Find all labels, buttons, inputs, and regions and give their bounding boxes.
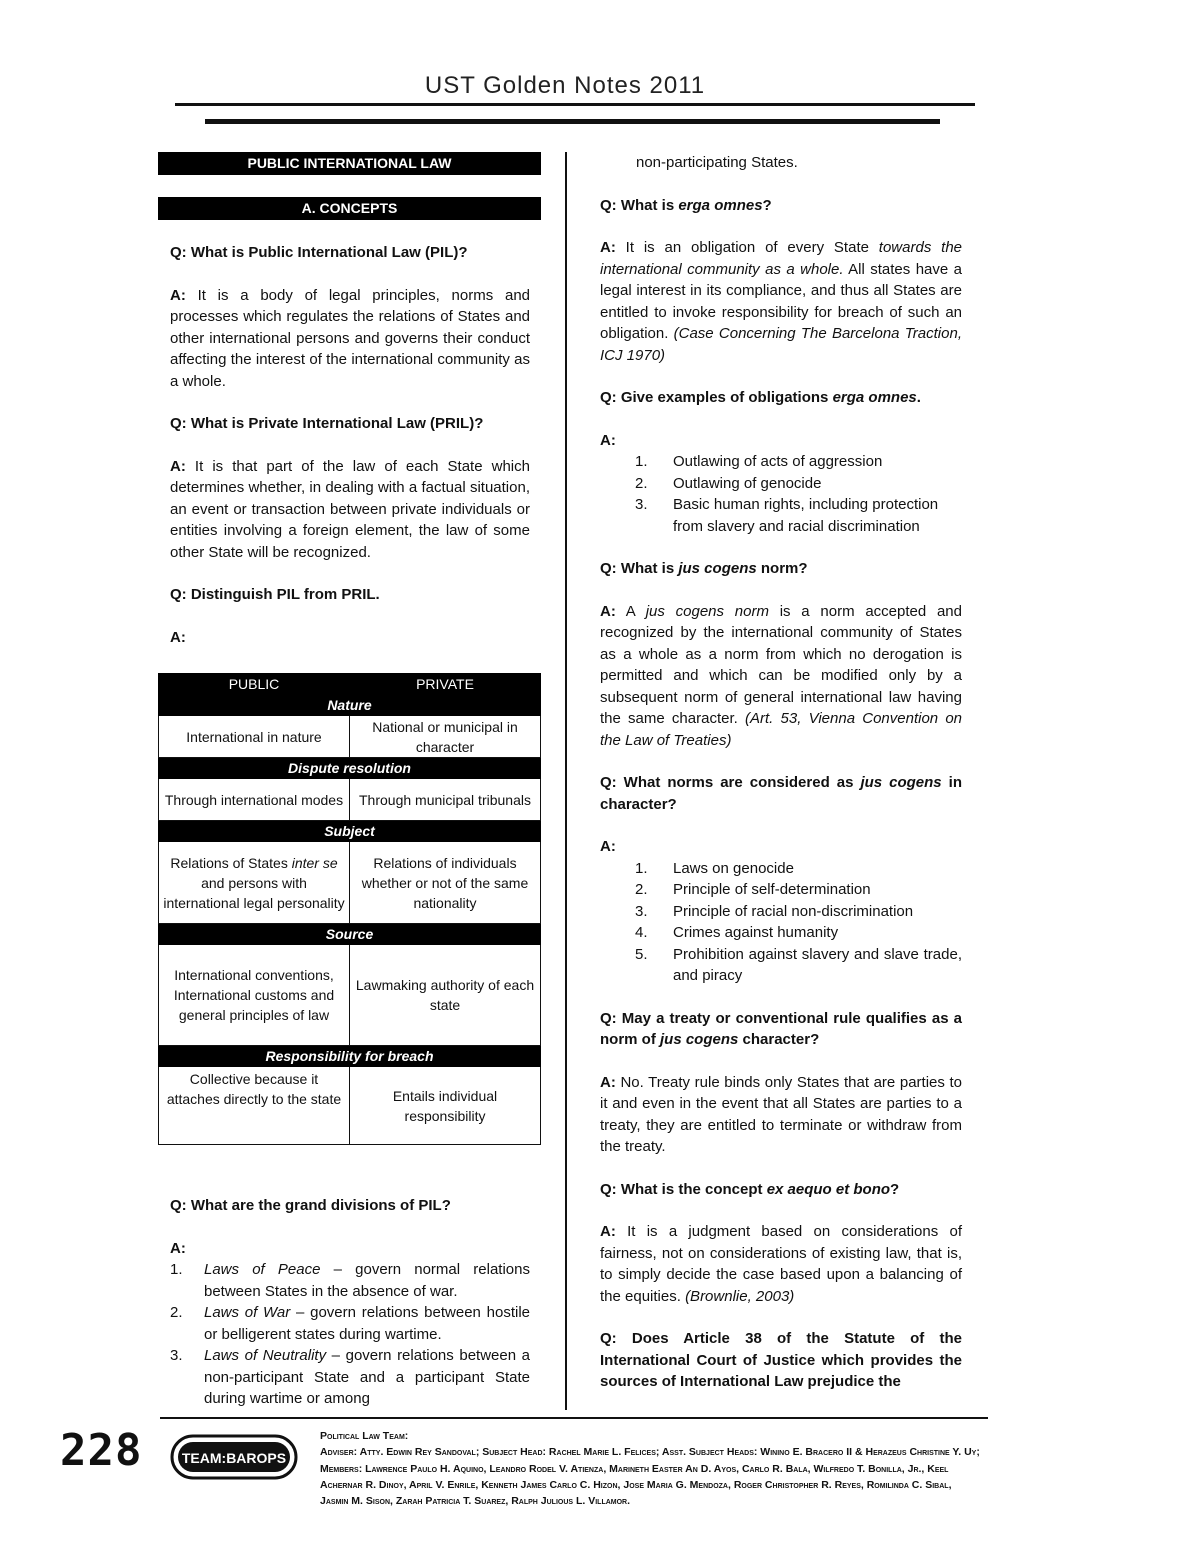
list-item [600, 901, 962, 923]
question-pril: Q: What is Private International Law (PRIL)? [170, 415, 484, 432]
answer-erga-omnes [600, 237, 962, 366]
list-number: 2. [635, 881, 648, 898]
question-term: jus cogens [678, 560, 757, 577]
answer-label: A: [600, 1073, 616, 1091]
examples-list [600, 451, 962, 537]
question-term: erga omnes [832, 389, 917, 406]
list-number: 1. [170, 1261, 183, 1278]
list-number: 1. [635, 453, 648, 470]
list-item [600, 494, 962, 537]
cell-private: Entails individual responsibility [350, 1067, 541, 1145]
answer-label: A: [170, 628, 186, 646]
divisions-list [170, 1259, 530, 1410]
list-item [170, 1302, 530, 1345]
section-heading-nature: Nature [159, 695, 541, 716]
cell-public: International in nature [159, 716, 350, 758]
list-text: Prohibition against slavery and slave trade, and piracy [673, 945, 962, 984]
question-term: ex aequo et bono [766, 1180, 891, 1198]
answer-text: No. Treaty rule binds only States that are parties to it and even in the event that all States are parties to a treaty, they are entitled to terminate or withdraw from the treaty. [600, 1073, 962, 1155]
left-column-lower [170, 1195, 530, 1431]
table-section-row [159, 821, 541, 842]
list-item [600, 473, 962, 495]
table-header-row [159, 674, 541, 695]
question-text: ? [890, 1180, 900, 1198]
cell-public: International conventions, International customs and general principles of law [159, 945, 350, 1046]
list-number: 4. [635, 924, 648, 941]
answer-text: It is a body of legal principles, norms and processes which regulates the relations of States and other international persons and governs their conduct affecting the interest of the international community as a whole. [170, 286, 530, 390]
table-row [159, 842, 541, 924]
list-text: – govern relations between a non-participant State and a participant State during wartime or among [204, 1347, 531, 1407]
footer-rule [160, 1417, 988, 1419]
list-text: Outlawing of acts of aggression [673, 453, 883, 470]
section-title-bar: PUBLIC INTERNATIONAL LAW [158, 152, 541, 175]
list-text: Principle of racial non-discrimination [673, 902, 914, 920]
list-number: 1. [635, 859, 648, 877]
cell-private: Lawmaking authority of each state [350, 945, 541, 1046]
column-header-public: PUBLIC [159, 674, 350, 695]
credits-text: Adviser: Atty. Edwin Rey Sandoval; Subject Head: Rachel Marie L. Felices; Asst. Subject Heads: Winino E. Bracero II & Herazeus Christine Y. Uy; Members: Lawrence Paulo H. Aquino, Leandro Rodel V. Atienza, Marineth Easter An D. Ayos, Carlo R. Bala, Wilfredo T. Bonilla, Jr., Keel Achernar R. Dinoy, April V. Enrile, Kenneth James Carlo C. Hizon, Jose Maria G. Mendoza, Roger Christopher R. Reyes, Romilinda C. Sibal, Jasmin M. Sison, Zarah Patricia T. Suarez, Ralph Julious L. Villamor. [320, 1446, 980, 1508]
question-text: . [916, 389, 921, 406]
list-number: 3. [635, 902, 648, 920]
right-column [600, 152, 962, 1393]
list-number: 3. [170, 1347, 183, 1364]
question-text: Q: May a treaty or conventional rule qualifies as a norm of [600, 1009, 962, 1048]
answer-ex-aequo [600, 1221, 962, 1307]
answer-text: is a norm accepted and recognized by the international community of States as a whole as a norm from which no derogation is permitted and which can be modified only by a subsequent norm of general international law having the same character. [600, 602, 962, 727]
list-text: Principle of self-determination [673, 881, 871, 898]
section-heading-responsibility: Responsibility for breach [159, 1046, 541, 1067]
list-text: – govern relations between hostile or belligerent states during wartime. [204, 1304, 531, 1343]
answer-label: A: [170, 457, 186, 475]
question-jus-cogens [600, 558, 962, 580]
question-text: Q: What is [600, 560, 679, 577]
table-row [159, 716, 541, 758]
list-item [600, 858, 962, 880]
cell-text: Relations of States [170, 854, 292, 871]
list-item [170, 1345, 530, 1410]
list-item [600, 879, 962, 901]
question-text: Q: Give examples of obligations [600, 389, 833, 406]
table-row [159, 779, 541, 821]
list-item [600, 922, 962, 944]
list-text: Basic human rights, including protection from slavery and racial discrimination [673, 496, 939, 535]
left-column [170, 242, 530, 648]
question-article-38: Q: Does Article 38 of the Statute of the International Court of Justice which provides the sources of International Law prejudice the [600, 1330, 962, 1390]
header-rule-thick [205, 119, 940, 124]
page-header-title: UST Golden Notes 2011 [424, 72, 706, 99]
answer-label: A: [170, 286, 186, 304]
question-term: jus cogens [660, 1031, 739, 1048]
answer-text: A [625, 602, 646, 620]
list-term: Laws of War [204, 1304, 291, 1321]
column-header-private: PRIVATE [350, 674, 541, 695]
answer-label: A: [600, 239, 616, 256]
question-ex-aequo [600, 1179, 962, 1201]
pil-vs-pril-table [158, 673, 541, 1145]
cell-public: Through international modes [159, 779, 350, 821]
table-section-row [159, 924, 541, 945]
cell-public [159, 842, 350, 924]
team-line: Political Law Team: [320, 1430, 409, 1442]
cell-text-italic: inter se [291, 854, 338, 871]
team-logo [170, 1430, 298, 1484]
cell-public: Collective because it attaches directly to the state [159, 1067, 350, 1145]
answer-jus-cogens [600, 601, 962, 752]
cell-text: and persons with international legal personality [163, 874, 345, 911]
question-term: jus cogens [860, 774, 942, 791]
question-text: character? [738, 1031, 820, 1048]
list-item [170, 1259, 530, 1302]
answer-label: A: [600, 431, 616, 449]
list-number: 3. [635, 496, 648, 513]
answer-text: It is an obligation of every State [625, 239, 879, 256]
list-number: 5. [635, 945, 648, 963]
question-erga-omnes [600, 195, 962, 217]
section-heading-subject: Subject [159, 821, 541, 842]
answer-label: A: [600, 1223, 616, 1240]
question-term: erga omnes [678, 196, 763, 214]
question-text: in character? [600, 774, 962, 813]
question-text: norm? [756, 560, 808, 577]
table-section-row [159, 1046, 541, 1067]
list-item [600, 451, 962, 473]
question-jus-cogens-norms [600, 772, 962, 815]
list-term: Laws of Peace [204, 1261, 321, 1278]
question-text: Q: What is the concept [600, 1180, 767, 1198]
answer-label: A: [170, 1239, 186, 1257]
answer-treaty-rule [600, 1072, 962, 1158]
footer-credits [320, 1428, 980, 1509]
answer-text: It is a judgment based on considerations of fairness, not on considerations of existing law, that is, to simply decide the case based upon a balancing of the equities. [600, 1223, 962, 1305]
question-text: Q: What norms are considered as [600, 774, 861, 791]
list-text: Laws on genocide [673, 859, 794, 877]
list-text: Crimes against humanity [673, 924, 839, 941]
answer-text: It is that part of the law of each State which determines whether, in dealing with a factual situation, an event or transaction between private individuals or entities involving a foreign element, the law of some other State will be recognized. [170, 457, 530, 561]
answer-pril [170, 456, 530, 564]
column-divider [565, 152, 567, 1410]
question-examples [600, 387, 962, 409]
citation: (Brownlie, 2003) [685, 1287, 795, 1305]
list-term: Laws of Neutrality [204, 1347, 327, 1364]
section-heading-source: Source [159, 924, 541, 945]
header-rule [175, 103, 975, 106]
question-treaty-rule [600, 1008, 962, 1051]
table-section-row [159, 758, 541, 779]
list-number: 2. [170, 1304, 183, 1321]
answer-emphasis: towards the international community as a whole. [600, 239, 963, 278]
table-section-row [159, 695, 541, 716]
list-text: Outlawing of genocide [673, 474, 822, 492]
question-text: ? [762, 196, 772, 214]
answer-text: All states have a legal interest in its compliance, and thus all States are entitled to invoke responsibility for breach of such an obligation. [600, 260, 962, 342]
table-row [159, 1067, 541, 1145]
continued-text: non-participating States. [636, 154, 798, 171]
answer-emphasis: jus cogens norm [645, 602, 769, 620]
cell-private: National or municipal in character [350, 716, 541, 758]
logo-text: TEAM:BAROPS [181, 1450, 287, 1466]
table-row [159, 945, 541, 1046]
citation: (Case Concerning The Barcelona Traction, ICJ 1970) [600, 325, 962, 364]
answer-label: A: [600, 838, 616, 855]
question-distinguish: Q: Distinguish PIL from PRIL. [170, 586, 380, 603]
cell-private: Relations of individuals whether or not of the same nationality [350, 842, 541, 924]
answer-pil [170, 285, 530, 393]
citation: (Art. 53, Vienna Convention on the Law of Treaties) [600, 710, 963, 749]
section-heading-dispute: Dispute resolution [159, 758, 541, 779]
answer-label: A: [600, 602, 616, 620]
list-text: – govern normal relations between States in the absence of war. [204, 1261, 530, 1300]
norms-list [600, 858, 962, 987]
question-grand-divisions: Q: What are the grand divisions of PIL? [170, 1197, 451, 1214]
cell-private: Through municipal tribunals [350, 779, 541, 821]
question-text: Q: What is [600, 196, 679, 214]
subsection-title-bar: A. CONCEPTS [158, 197, 541, 220]
question-pil: Q: What is Public International Law (PIL)? [170, 244, 468, 261]
page-number: 228 [60, 1425, 143, 1476]
list-number: 2. [635, 474, 648, 492]
list-item [600, 944, 962, 987]
